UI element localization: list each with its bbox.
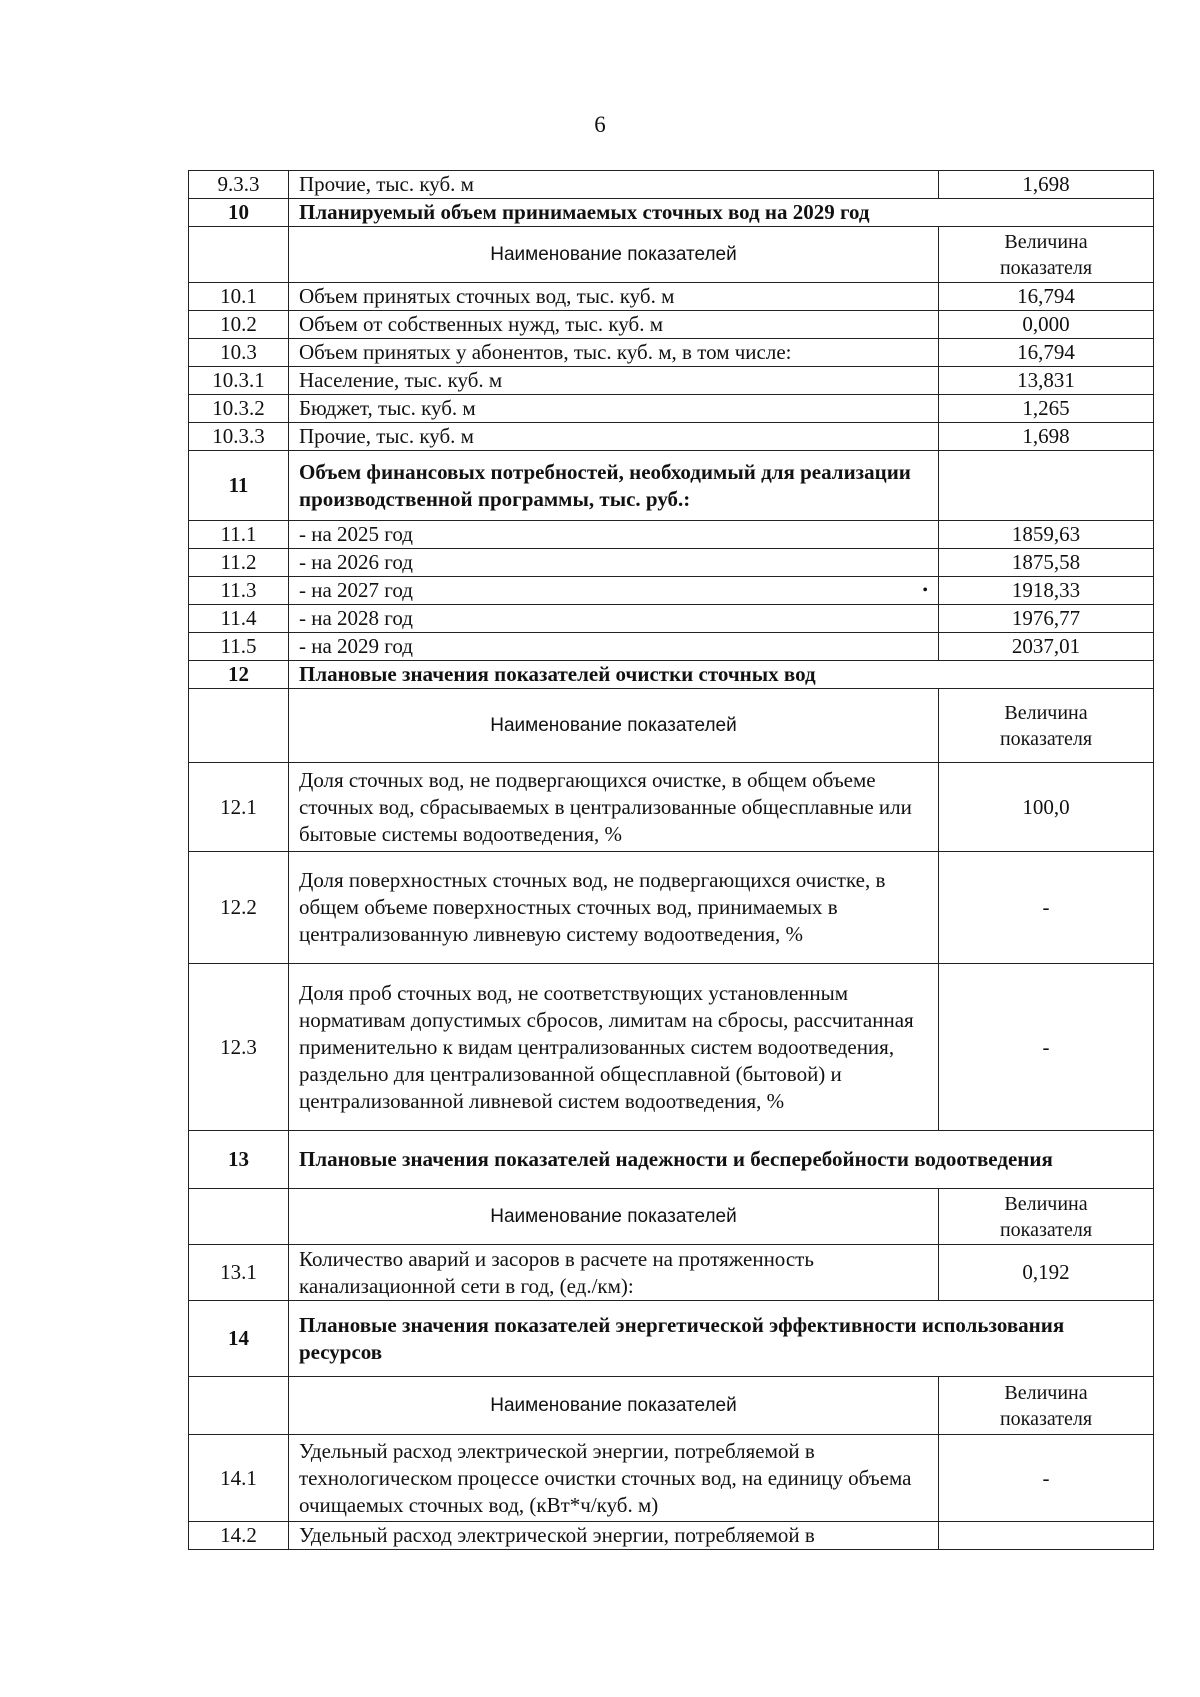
row-number: 11.5 xyxy=(189,633,289,661)
section-row xyxy=(189,1301,1154,1377)
header-row xyxy=(189,1189,1154,1245)
section-row xyxy=(189,1131,1154,1189)
row-number: 10.2 xyxy=(189,311,289,339)
table-row xyxy=(189,423,1154,451)
table-row xyxy=(189,549,1154,577)
row-name: Удельный расход электрической энергии, потребляемой в технологическом процессе очистки сточных вод, на единицу объема очищаемых сточных вод, (кВт*ч/куб. м) xyxy=(289,1435,939,1522)
table-row xyxy=(189,311,1154,339)
row-number: 9.3.3 xyxy=(189,171,289,199)
header-name: Наименование показателей xyxy=(289,689,939,763)
header-row xyxy=(189,227,1154,283)
row-name: Доля поверхностных сточных вод, не подвергающихся очистке, в общем объеме поверхностных сточных вод, принимаемых в централизованную ливневую систему водоотведения, % xyxy=(289,852,939,964)
row-number: 10.3 xyxy=(189,339,289,367)
row-number: 11.2 xyxy=(189,549,289,577)
header-value: Величина показателя xyxy=(939,227,1154,283)
row-name: Объем принятых сточных вод, тыс. куб. м xyxy=(289,283,939,311)
section-row xyxy=(189,451,1154,521)
row-name: - на 2026 год xyxy=(289,549,939,577)
row-value: - xyxy=(939,1435,1154,1522)
section-number: 13 xyxy=(189,1131,289,1189)
row-name: Объем принятых у абонентов, тыс. куб. м, в том числе: xyxy=(289,339,939,367)
row-number: 12.2 xyxy=(189,852,289,964)
row-value: 13,831 xyxy=(939,367,1154,395)
row-value: - xyxy=(939,964,1154,1131)
header-name: Наименование показателей xyxy=(289,1189,939,1245)
table-row xyxy=(189,1435,1154,1522)
row-value: 1,265 xyxy=(939,395,1154,423)
row-number: 13.1 xyxy=(189,1245,289,1301)
table-row xyxy=(189,577,1154,605)
page-number: 6 xyxy=(594,112,606,137)
row-name: - на 2025 год xyxy=(289,521,939,549)
section-row xyxy=(189,661,1154,689)
row-value: 0,000 xyxy=(939,311,1154,339)
table-row xyxy=(189,367,1154,395)
table-row xyxy=(189,852,1154,964)
row-name: Количество аварий и засоров в расчете на протяженность канализационной сети в год, (ед./км): xyxy=(289,1245,939,1301)
table-row xyxy=(189,1245,1154,1301)
header-name: Наименование показателей xyxy=(289,227,939,283)
indicators-table xyxy=(188,170,1154,1550)
row-name: Бюджет, тыс. куб. м xyxy=(289,395,939,423)
section-row xyxy=(189,199,1154,227)
row-number: 14.1 xyxy=(189,1435,289,1522)
section-number: 11 xyxy=(189,451,289,521)
header-value: Величина показателя xyxy=(939,689,1154,763)
row-name: Удельный расход электрической энергии, потребляемой в xyxy=(289,1522,939,1550)
row-value: 2037,01 xyxy=(939,633,1154,661)
section-number: 14 xyxy=(189,1301,289,1377)
row-number: 11.3 xyxy=(189,577,289,605)
row-value: 100,0 xyxy=(939,763,1154,852)
header-value: Величина показателя xyxy=(939,1189,1154,1245)
table-row xyxy=(189,283,1154,311)
header-name: Наименование показателей xyxy=(289,1377,939,1435)
row-value: - xyxy=(939,852,1154,964)
table-row xyxy=(189,1522,1154,1550)
header-row xyxy=(189,1377,1154,1435)
table-row xyxy=(189,633,1154,661)
section-title: Плановые значения показателей очистки сточных вод xyxy=(289,661,1154,689)
section-title: Плановые значения показателей энергетической эффективности использования ресурсов xyxy=(289,1301,1154,1377)
row-value: 16,794 xyxy=(939,339,1154,367)
row-number: 10.3.1 xyxy=(189,367,289,395)
row-value: 0,192 xyxy=(939,1245,1154,1301)
section-title: Объем финансовых потребностей, необходимый для реализации производственной программы, тыс. руб.: xyxy=(289,451,939,521)
row-value: 1,698 xyxy=(939,423,1154,451)
row-number: 11.4 xyxy=(189,605,289,633)
header-row xyxy=(189,689,1154,763)
table-row xyxy=(189,339,1154,367)
row-value: 16,794 xyxy=(939,283,1154,311)
table-row xyxy=(189,395,1154,423)
row-number: 11.1 xyxy=(189,521,289,549)
row-name: - на 2027 год • xyxy=(289,577,939,605)
row-name: Прочие, тыс. куб. м xyxy=(289,171,939,199)
row-value: 1976,77 xyxy=(939,605,1154,633)
row-name: Доля проб сточных вод, не соответствующих установленным нормативам допустимых сбросов, лимитам на сбросы, рассчитанная применительно к видам централизованных систем водоотведения, раздельно для централизованной общесплавной (бытовой) и централизованной ливневой систем водоотведения, % xyxy=(289,964,939,1131)
row-number: 10.1 xyxy=(189,283,289,311)
row-number: 12.1 xyxy=(189,763,289,852)
row-name: - на 2029 год xyxy=(289,633,939,661)
section-number: 10 xyxy=(189,199,289,227)
row-value: 1918,33 xyxy=(939,577,1154,605)
section-number: 12 xyxy=(189,661,289,689)
table-row xyxy=(189,521,1154,549)
row-value: 1875,58 xyxy=(939,549,1154,577)
row-number: 14.2 xyxy=(189,1522,289,1550)
row-name: Прочие, тыс. куб. м xyxy=(289,423,939,451)
header-value: Величина показателя xyxy=(939,1377,1154,1435)
table-row xyxy=(189,964,1154,1131)
section-title: Планируемый объем принимаемых сточных вод на 2029 год xyxy=(289,199,1154,227)
table-row xyxy=(189,605,1154,633)
row-number: 12.3 xyxy=(189,964,289,1131)
row-name: Доля сточных вод, не подвергающихся очистке, в общем объеме сточных вод, сбрасываемых в централизованные общесплавные или бытовые системы водоотведения, % xyxy=(289,763,939,852)
row-name: Население, тыс. куб. м xyxy=(289,367,939,395)
section-title: Плановые значения показателей надежности и бесперебойности водоотведения xyxy=(289,1131,1154,1189)
stray-dot: • xyxy=(922,582,928,599)
table-row xyxy=(189,763,1154,852)
row-name: Объем от собственных нужд, тыс. куб. м xyxy=(289,311,939,339)
row-value: 1,698 xyxy=(939,171,1154,199)
row-value: 1859,63 xyxy=(939,521,1154,549)
row-number: 10.3.2 xyxy=(189,395,289,423)
row-value xyxy=(939,1522,1154,1550)
table-row xyxy=(189,171,1154,199)
row-number: 10.3.3 xyxy=(189,423,289,451)
row-name: - на 2028 год xyxy=(289,605,939,633)
